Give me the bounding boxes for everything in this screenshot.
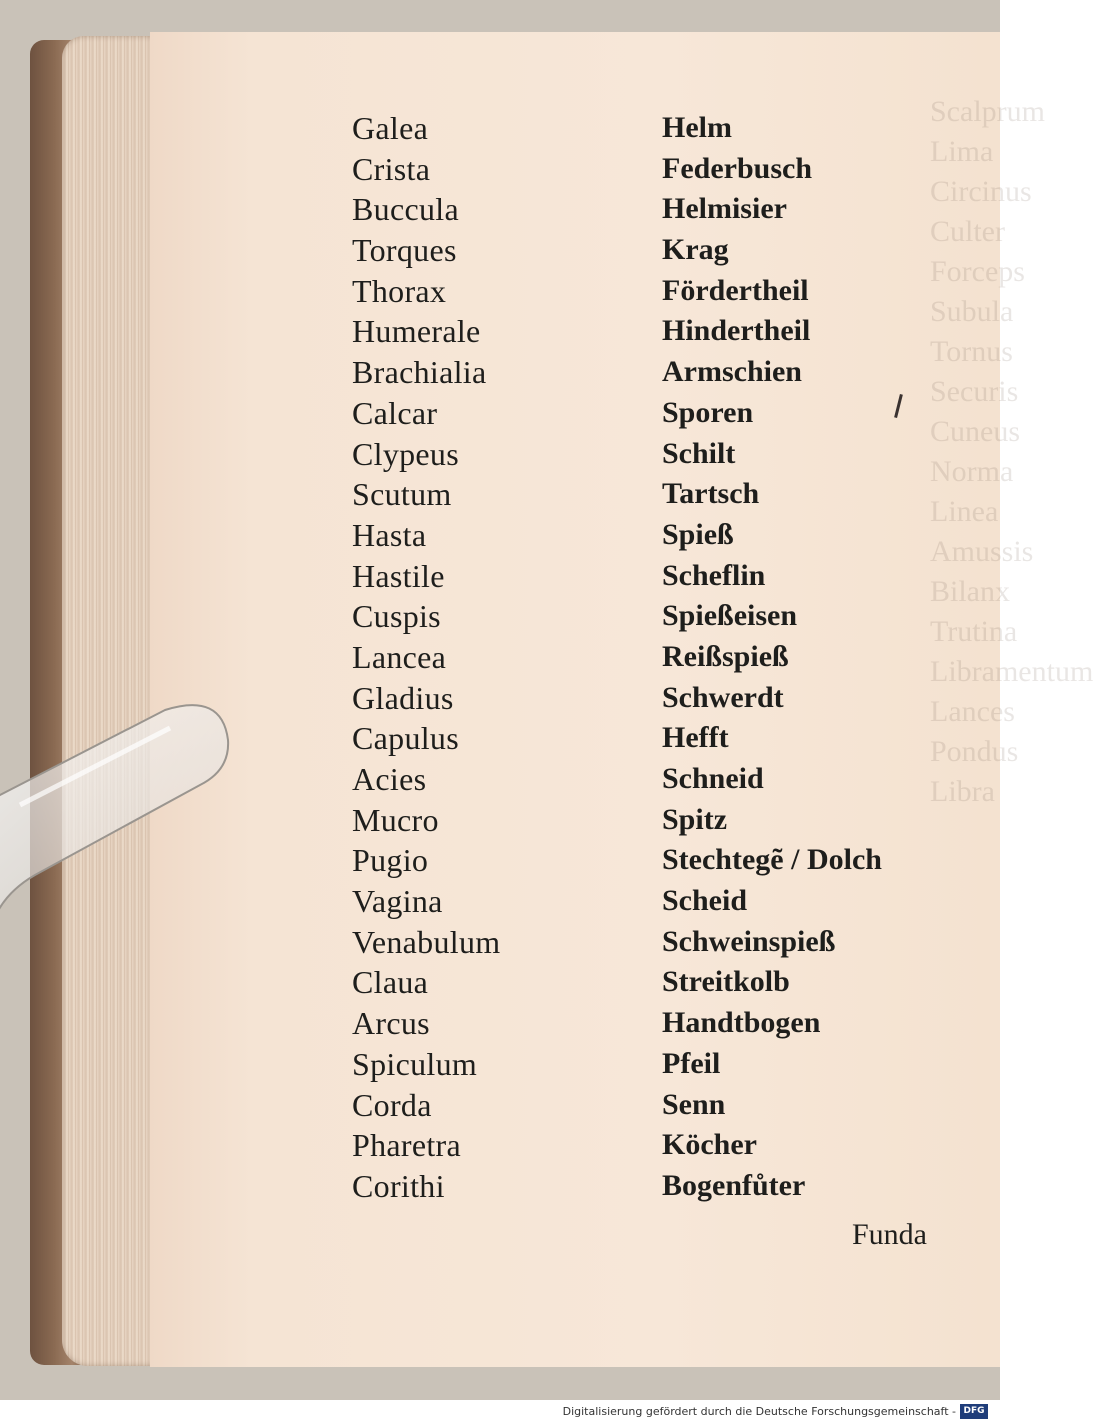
digitization-credit: Digitalisierung gefördert durch die Deutsche Forschungsgemeinschaft - (562, 1405, 956, 1418)
german-term: Scheid (662, 884, 748, 918)
german-term: Sporen (662, 395, 754, 429)
latin-term: Cuspis (352, 598, 441, 635)
latin-term: Clypeus (352, 435, 459, 472)
latin-term: Brachialia (352, 354, 487, 391)
latin-term: Corithi (352, 1167, 445, 1204)
german-term: Streitkolb (662, 965, 790, 999)
catchword: Funda (852, 1218, 927, 1251)
german-term: Tartsch (662, 477, 760, 511)
german-term: Helmisier (662, 192, 787, 226)
latin-term: Venabulum (352, 923, 501, 960)
german-term: Pfeil (662, 1046, 721, 1080)
bleed-through-text: Scalprum Lima Circinus Culter Forceps Subula Tornus Securis Cuneus Norma Linea Amussis Bilanx Trutina Libramentum Lances Pondus Libra (930, 95, 1093, 808)
german-term: Scheflin (662, 558, 766, 592)
page-edges (62, 36, 160, 1366)
latin-term: Arcus (352, 1005, 430, 1042)
latin-term: Corda (352, 1086, 432, 1123)
german-term: Spitz (662, 802, 728, 836)
german-term: Köcher (662, 1128, 757, 1162)
latin-term: Claua (352, 964, 429, 1001)
footer-bar (0, 1400, 1000, 1425)
german-term: Schweinspieß (662, 924, 836, 958)
german-term: Hefft (662, 721, 729, 755)
latin-term: Thorax (352, 272, 447, 309)
latin-term: Crista (352, 150, 431, 187)
dfg-logo: DFG (960, 1404, 988, 1419)
german-term: Krag (662, 233, 729, 267)
latin-term: Pugio (352, 842, 429, 879)
latin-term: Galea (352, 110, 429, 146)
latin-term: Torques (352, 232, 457, 269)
latin-term: Mucro (352, 801, 439, 838)
latin-term: Gladius (352, 679, 454, 716)
latin-term: Vagina (352, 883, 443, 920)
german-term: Bogenfůter (662, 1168, 806, 1202)
german-term: Schilt (662, 436, 736, 470)
german-term: Fördertheil (662, 273, 809, 307)
latin-term: Spiculum (352, 1045, 478, 1082)
german-term: Stechtegẽ / Dolch (662, 843, 882, 877)
german-term: Armschien (662, 355, 802, 389)
latin-term: Scutum (352, 476, 452, 513)
latin-term: Buccula (352, 191, 459, 228)
latin-term: Calcar (352, 394, 438, 431)
german-term: Helm (662, 111, 732, 144)
german-term: Hindertheil (662, 314, 811, 348)
german-term: Schneid (662, 762, 764, 795)
german-term: Senn (662, 1087, 726, 1121)
latin-term: Acies (352, 761, 427, 797)
latin-term: Capulus (352, 720, 459, 757)
german-column (662, 108, 882, 1207)
german-term: Federbusch (662, 151, 812, 185)
latin-term: Hasta (352, 516, 427, 553)
latin-column (352, 108, 500, 1207)
latin-term: Hastile (352, 557, 445, 594)
german-term: Handtbogen (662, 1006, 821, 1040)
latin-term: Pharetra (352, 1127, 462, 1164)
german-term: Reißspieß (662, 639, 789, 673)
german-term: Spießeisen (662, 599, 798, 633)
latin-term: Lancea (352, 638, 447, 675)
latin-term: Humerale (352, 313, 481, 350)
german-term: Schwerdt (662, 680, 784, 714)
german-term: Spieß (662, 517, 734, 551)
